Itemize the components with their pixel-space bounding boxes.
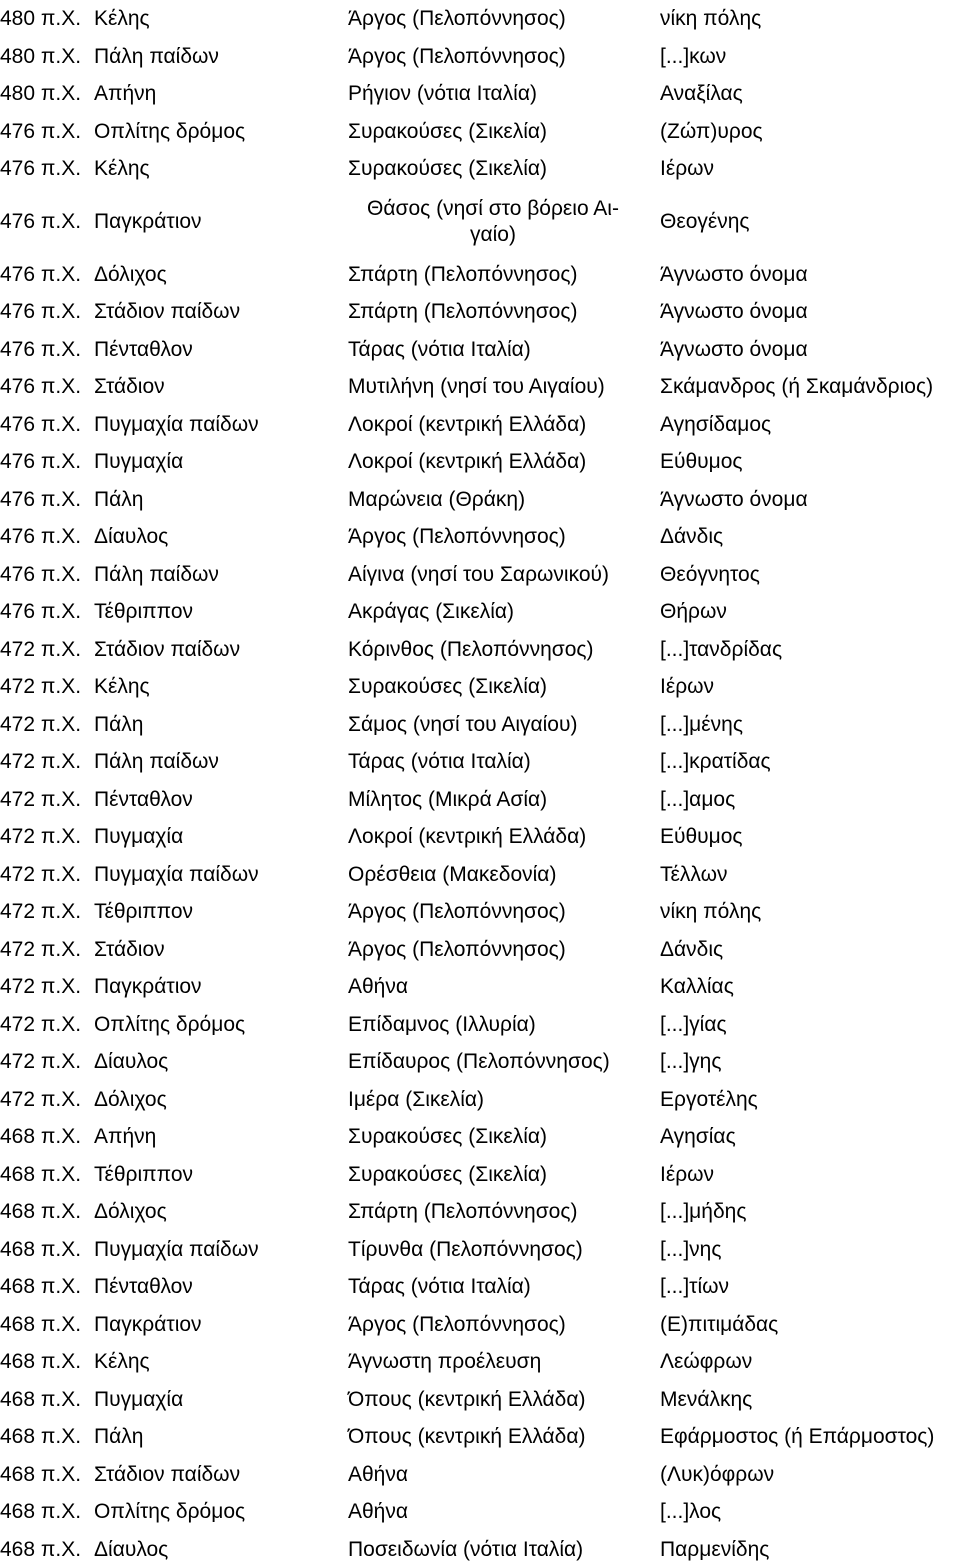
winner-cell: (Ζώπ)υρος [660,119,763,143]
event-cell: Παγκράτιον [94,209,202,233]
winner-cell: Εύθυμος [660,825,743,849]
table-row [0,518,960,556]
place-cell: Όπους (κεντρική Ελλάδα) [348,1387,586,1411]
table-row [0,968,960,1006]
table-row [0,668,960,706]
winner-cell: Αναξίλας [660,82,743,106]
date-cell: 480 π.Χ. [0,44,82,68]
place-cell: Σάμος (νησί του Αιγαίου) [348,712,578,736]
winner-cell: Μενάλκης [660,1387,753,1411]
winner-cell: νίκη πόλης [660,7,762,31]
date-cell: 468 π.Χ. [0,1275,82,1299]
table-row [0,856,960,894]
place-cell: Λοκροί (κεντρική Ελλάδα) [348,825,587,849]
event-cell: Πυγμαχία [94,450,184,474]
date-cell: 468 π.Χ. [0,1200,82,1224]
event-cell: Πάλη [94,1425,144,1449]
event-cell: Πάλη παίδων [94,44,219,68]
table-row [0,150,960,188]
event-cell: Οπλίτης δρόμος [94,119,246,143]
place-cell: Σπάρτη (Πελοπόννησος) [348,1200,578,1224]
date-cell: 472 π.Χ. [0,900,82,924]
table-row [0,1043,960,1081]
table-row [0,743,960,781]
event-cell: Παγκράτιον [94,975,202,999]
place-cell: Συρακούσες (Σικελία) [348,157,548,181]
place-cell: Επίδαυρος (Πελοπόννησος) [348,1050,610,1074]
event-cell: Δίαυλος [94,1050,169,1074]
event-cell: Οπλίτης δρόμος [94,1012,246,1036]
table-row [0,1381,960,1419]
winner-cell: [...]γης [660,1050,722,1074]
table-row [0,293,960,331]
date-cell: 472 π.Χ. [0,862,82,886]
place-cell: Ακράγας (Σικελία) [348,600,514,624]
place-cell: Άργος (Πελοπόννησος) [348,7,566,31]
table-row [0,113,960,151]
date-cell: 472 π.Χ. [0,1050,82,1074]
table-row [0,706,960,744]
event-cell: Πάλη παίδων [94,750,219,774]
place-cell: Ποσειδωνία (νότια Ιταλία) [348,1537,584,1561]
winner-cell: Λεώφρων [660,1350,753,1374]
table-row [0,0,960,38]
place-cell: Άργος (Πελοπόννησος) [348,1312,566,1336]
table-row [0,1118,960,1156]
date-cell: 472 π.Χ. [0,825,82,849]
place-cell: Μίλητος (Μικρά Ασία) [348,787,548,811]
place-cell: Αθήνα [348,1462,409,1486]
event-cell: Πάλη [94,712,144,736]
event-cell: Κέλης [94,675,150,699]
event-cell: Πάλη [94,487,144,511]
date-cell: 480 π.Χ. [0,82,82,106]
winner-cell: Ιέρων [660,675,715,699]
place-cell: Τάρας (νότια Ιταλία) [348,337,531,361]
place-cell: Ρήγιον (νότια Ιταλία) [348,82,537,106]
date-cell: 476 π.Χ. [0,119,82,143]
place-cell: Λοκροί (κεντρική Ελλάδα) [348,412,587,436]
table-row [0,1193,960,1231]
event-cell: Δόλιχος [94,1087,167,1111]
event-cell: Στάδιον παίδων [94,300,241,324]
date-cell: 476 π.Χ. [0,412,82,436]
place-cell: Αθήνα [348,975,409,999]
event-cell: Στάδιον [94,937,165,961]
table-row [0,75,960,113]
date-cell: 476 π.Χ. [0,209,82,233]
table-row [0,1418,960,1456]
date-cell: 468 π.Χ. [0,1350,82,1374]
place-cell: Συρακούσες (Σικελία) [348,675,548,699]
table-row [0,1306,960,1344]
event-cell: Απήνη [94,1125,157,1149]
event-cell: Στάδιον παίδων [94,1462,241,1486]
winner-cell: Άγνωστο όνομα [660,300,808,324]
place-cell: Ιμέρα (Σικελία) [348,1087,485,1111]
winner-cell: Σκάμανδρος (ή Σκαμάνδριος) [660,375,934,399]
table-row [0,556,960,594]
date-cell: 476 π.Χ. [0,375,82,399]
winner-cell: Αγησίας [660,1125,736,1149]
winner-cell: Τέλλων [660,862,728,886]
event-cell: Απήνη [94,82,157,106]
event-cell: Κέλης [94,1350,150,1374]
event-cell: Πυγμαχία παίδων [94,1237,259,1261]
winner-cell: Αγησίδαμος [660,412,772,436]
date-cell: 468 π.Χ. [0,1162,82,1186]
table-row [0,931,960,969]
place-cell: Κόρινθος (Πελοπόννησος) [348,637,594,661]
winner-cell: [...]τανδρίδας [660,637,783,661]
place-cell: Συρακούσες (Σικελία) [348,1125,548,1149]
table-row [0,1343,960,1381]
winner-cell: [...]νης [660,1237,722,1261]
place-cell: Συρακούσες (Σικελία) [348,119,548,143]
event-cell: Πένταθλον [94,787,193,811]
winner-cell: Ιέρων [660,157,715,181]
date-cell: 472 π.Χ. [0,787,82,811]
winner-cell: (Λυκ)όφρων [660,1462,775,1486]
table-row [0,406,960,444]
place-cell: Άργος (Πελοπόννησος) [348,937,566,961]
place-cell: Τάρας (νότια Ιταλία) [348,750,531,774]
date-cell: 472 π.Χ. [0,1012,82,1036]
date-cell: 476 π.Χ. [0,600,82,624]
event-cell: Δίαυλος [94,1537,169,1561]
date-cell: 476 π.Χ. [0,262,82,286]
winner-cell: [...]μήδης [660,1200,747,1224]
winner-cell: Παρμενίδης [660,1537,770,1561]
event-cell: Πένταθλον [94,337,193,361]
date-cell: 468 π.Χ. [0,1500,82,1524]
winner-cell: [...]μένης [660,712,743,736]
place-cell: Συρακούσες (Σικελία) [348,1162,548,1186]
place-cell: Σπάρτη (Πελοπόννησος) [348,300,578,324]
winner-cell: Δάνδις [660,525,724,549]
event-cell: Πένταθλον [94,1275,193,1299]
winner-cell: Άγνωστο όνομα [660,487,808,511]
place-cell: Άργος (Πελοπόννησος) [348,44,566,68]
event-cell: Οπλίτης δρόμος [94,1500,246,1524]
date-cell: 468 π.Χ. [0,1462,82,1486]
table-row [0,38,960,76]
table-row [0,893,960,931]
place-cell: Τίρυνθα (Πελοπόννησος) [348,1237,583,1261]
date-cell: 472 π.Χ. [0,975,82,999]
winner-cell: Καλλίας [660,975,734,999]
winner-cell: Εργοτέλης [660,1087,758,1111]
table-row [0,188,960,256]
event-cell: Δίαυλος [94,525,169,549]
date-cell: 472 π.Χ. [0,712,82,736]
table-row [0,331,960,369]
table-row [0,368,960,406]
winner-cell: [...]αμος [660,787,736,811]
table-row [0,1156,960,1194]
winner-cell: Θεόγνητος [660,562,760,586]
winner-cell: Εύθυμος [660,450,743,474]
winner-cell: Άγνωστο όνομα [660,262,808,286]
event-cell: Πάλη παίδων [94,562,219,586]
date-cell: 472 π.Χ. [0,1087,82,1111]
date-cell: 468 π.Χ. [0,1537,82,1561]
place-cell: Λοκροί (κεντρική Ελλάδα) [348,450,587,474]
winner-cell: Ιέρων [660,1162,715,1186]
date-cell: 468 π.Χ. [0,1312,82,1336]
winner-cell: Εφάρμοστος (ή Επάρμοστος) [660,1425,935,1449]
place-cell: Όπους (κεντρική Ελλάδα) [348,1425,586,1449]
table-row [0,593,960,631]
event-cell: Κέλης [94,157,150,181]
date-cell: 476 π.Χ. [0,300,82,324]
table-row [0,1006,960,1044]
date-cell: 476 π.Χ. [0,157,82,181]
event-cell: Παγκράτιον [94,1312,202,1336]
date-cell: 476 π.Χ. [0,487,82,511]
event-cell: Τέθριππον [94,600,194,624]
place-cell: Αίγινα (νησί του Σαρωνικού) [348,562,609,586]
event-cell: Στάδιον [94,375,165,399]
date-cell: 472 π.Χ. [0,937,82,961]
place-cell: Άγνωστη προέλευση [348,1350,542,1374]
table-row [0,1493,960,1531]
table-row [0,443,960,481]
winner-cell: Θεογένης [660,209,750,233]
place-cell: Μαρώνεια (Θράκη) [348,487,526,511]
winner-cell: νίκη πόλης [660,900,762,924]
date-cell: 468 π.Χ. [0,1237,82,1261]
place-cell: Άργος (Πελοπόννησος) [348,900,566,924]
winner-cell: [...]κρατίδας [660,750,771,774]
table-row [0,1531,960,1568]
place-cell: Μυτιλήνη (νησί του Αιγαίου) [348,375,605,399]
date-cell: 476 π.Χ. [0,525,82,549]
winner-cell: [...]τίων [660,1275,730,1299]
winner-cell: [...]γίας [660,1012,727,1036]
date-cell: 468 π.Χ. [0,1387,82,1411]
event-cell: Στάδιον παίδων [94,637,241,661]
place-cell: Σπάρτη (Πελοπόννησος) [348,262,578,286]
table-row [0,781,960,819]
winner-cell: [...]κων [660,44,727,68]
date-cell: 480 π.Χ. [0,7,82,31]
date-cell: 476 π.Χ. [0,450,82,474]
date-cell: 472 π.Χ. [0,750,82,774]
table-row [0,818,960,856]
date-cell: 472 π.Χ. [0,637,82,661]
event-cell: Δόλιχος [94,1200,167,1224]
table-row [0,1268,960,1306]
date-cell: 468 π.Χ. [0,1125,82,1149]
place-cell: Ορέσθεια (Μακεδονία) [348,862,557,886]
place-cell: Επίδαμνος (Ιλλυρία) [348,1012,536,1036]
winner-cell: (Ε)πιτιμάδας [660,1312,779,1336]
date-cell: 468 π.Χ. [0,1425,82,1449]
event-cell: Δόλιχος [94,262,167,286]
place-cell: Αθήνα [348,1500,409,1524]
event-cell: Πυγμαχία παίδων [94,412,259,436]
date-cell: 472 π.Χ. [0,675,82,699]
winner-cell: [...]λος [660,1500,722,1524]
event-cell: Κέλης [94,7,150,31]
event-cell: Πυγμαχία [94,1387,184,1411]
table-row [0,1456,960,1494]
winner-cell: Άγνωστο όνομα [660,337,808,361]
event-cell: Τέθριππον [94,1162,194,1186]
table-row [0,1081,960,1119]
place-cell: Θάσος (νησί στο βόρειο Αι-γαίο) [367,197,619,246]
place-cell: Τάρας (νότια Ιταλία) [348,1275,531,1299]
table-row [0,631,960,669]
event-cell: Πυγμαχία [94,825,184,849]
event-cell: Πυγμαχία παίδων [94,862,259,886]
winner-cell: Δάνδις [660,937,724,961]
date-cell: 476 π.Χ. [0,562,82,586]
place-cell: Άργος (Πελοπόννησος) [348,525,566,549]
table-row [0,256,960,294]
event-cell: Τέθριππον [94,900,194,924]
table-row [0,1231,960,1269]
date-cell: 476 π.Χ. [0,337,82,361]
table-row [0,481,960,519]
winner-cell: Θήρων [660,600,727,624]
